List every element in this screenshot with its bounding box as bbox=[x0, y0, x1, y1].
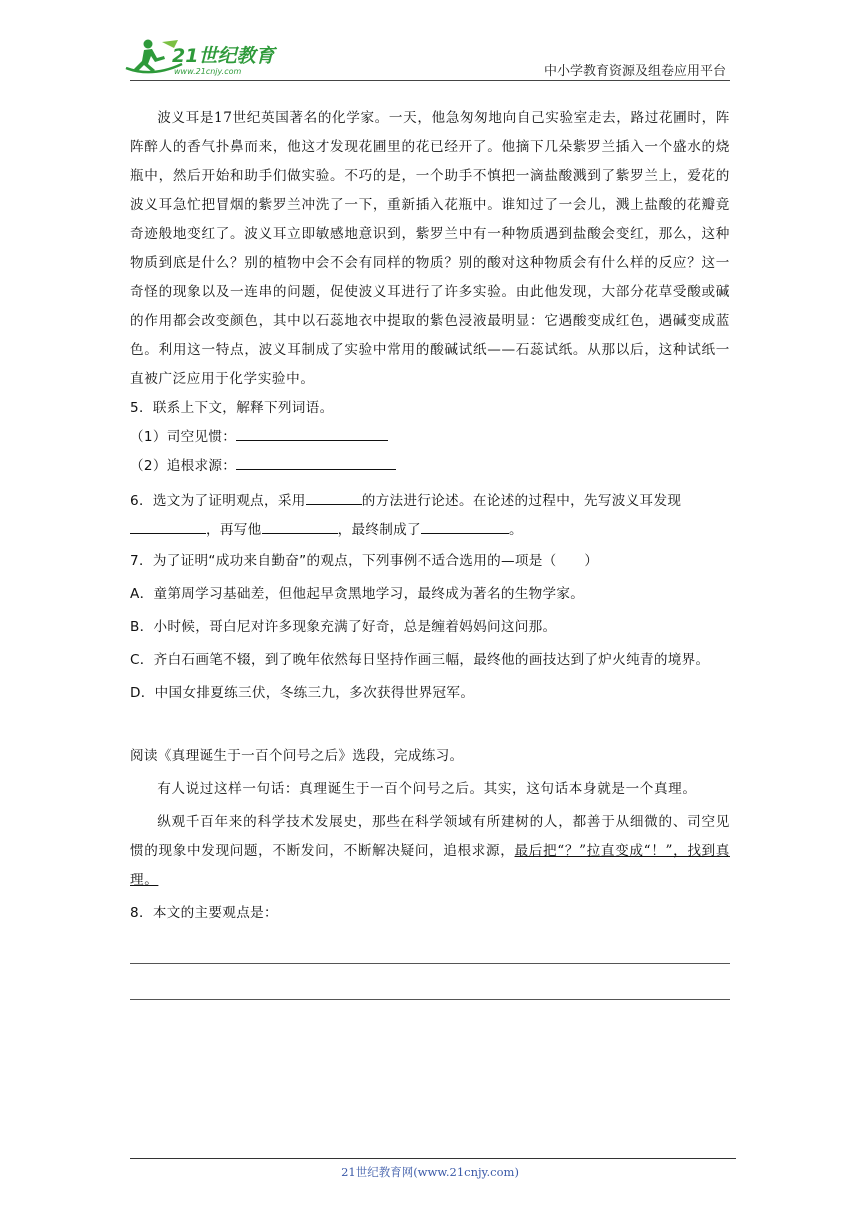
header-divider bbox=[130, 80, 730, 81]
question-8-stem: 8．本文的主要观点是： bbox=[130, 905, 278, 921]
svg-text:21世纪教育: 21世纪教育 bbox=[172, 45, 275, 67]
answer-blank[interactable] bbox=[130, 517, 206, 534]
option-a[interactable]: A．童第周学习基础差，但他起早贪黑地学习，最终成为著名的生物学家。 bbox=[130, 586, 585, 602]
answer-blank[interactable] bbox=[421, 517, 509, 534]
question-6-text: 的方法进行论述。在论述的过程中，先写波义耳发现 bbox=[361, 493, 682, 509]
question-5-item-1 bbox=[130, 423, 730, 452]
answer-line[interactable] bbox=[130, 999, 730, 1000]
answer-blank[interactable] bbox=[262, 517, 338, 534]
passage-boyle: 波义耳是17世纪英国著名的化学家。一天，他急匆匆地向自己实验室走去，路过花圃时，阵阵醉人的香气扑鼻而来，他这才发现花圃里的花已经开了。他摘下几朵紫罗兰插入一个盛水的烧瓶中，然后开始和助手们做实验。不巧的是，一个助手不慎把一滴盐酸溅到了紫罗兰上，爱花的波义耳急忙把冒烟的紫罗兰冲洗了一下，重新插入花瓶中。谁知过了一会儿，溅上盐酸的花瓣竟奇迹般地变红了。波义耳立即敏感地意识到，紫罗兰中有一种物质遇到盐酸会变红，那么，这种物质到底是什么？别的植物中会不会有同样的物质？别的酸对这种物质会有什么样的反应？这一奇怪的现象以及一连串的问题，促使波义耳进行了许多实验。由此他发现，大部分花草受酸或碱的作用都会改变颜色，其中以石蕊地衣中提取的紫色浸液最明显：它遇酸变成红色，遇碱变成蓝色。利用这一特点，波义耳制成了实验中常用的酸碱试纸——石蕊试纸。从那以后，这种试纸一直被广泛应用于化学实验中。 bbox=[130, 110, 730, 387]
question-7-stem: 7．为了证明“成功来自勤奋”的观点，下列事例不适合选用的—项是（ ） bbox=[130, 553, 599, 569]
option-d[interactable]: D．中国女排夏练三伏，冬练三九，多次获得世界冠军。 bbox=[130, 685, 475, 701]
question-5-item-1-label: （1）司空见惯： bbox=[130, 429, 237, 445]
header-platform-text: 中小学教育资源及组卷应用平台 bbox=[543, 64, 726, 79]
page-header bbox=[0, 0, 860, 90]
reading-2-paragraph-1: 有人说过这样一句话：真理诞生于一百个问号之后。其实，这句话本身就是一个真理。 bbox=[157, 781, 697, 797]
option-b[interactable]: B．小时候，哥白尼对许多现象充满了好奇，总是缠着妈妈问这问那。 bbox=[130, 619, 557, 635]
question-6-text: ，再写他 bbox=[206, 522, 262, 538]
option-c[interactable]: C．齐白石画笔不辍，到了晚年依然每日坚持作画三幅，最终他的画技达到了炉火纯青的境界。 bbox=[130, 652, 710, 668]
answer-blank[interactable] bbox=[236, 424, 388, 441]
question-5-item-2 bbox=[130, 452, 730, 481]
section-gap bbox=[130, 708, 730, 736]
reading-2-paragraph-2-text: 纵观千百年来的科学技术发展史，那些在科学领域有所建树的人，都善于从细微的、司空见惯的现象中发现问题，不断发问，不断解决疑问，追根求源， bbox=[130, 814, 730, 859]
site-logo bbox=[122, 34, 292, 84]
question-6-text: 6．选文为了证明观点，采用 bbox=[130, 493, 306, 509]
reading-2-intro: 阅读《真理诞生于一百个问号之后》选段，完成练习。 bbox=[130, 748, 464, 764]
question-5-item-2-label: （2）追根求源： bbox=[130, 458, 237, 474]
reading-2-paragraph-2 bbox=[130, 808, 730, 895]
question-6 bbox=[130, 487, 730, 545]
svg-text:www.21cnjy.com: www.21cnjy.com bbox=[174, 67, 242, 76]
footer-text: 21世纪教育网(www.21cnjy.com) bbox=[341, 1165, 519, 1179]
answer-blank[interactable] bbox=[236, 453, 396, 470]
answer-blank[interactable] bbox=[306, 488, 362, 505]
question-6-text: 。 bbox=[508, 522, 523, 538]
answer-line[interactable] bbox=[130, 963, 730, 964]
question-5-stem: 5．联系上下文，解释下列词语。 bbox=[130, 400, 334, 416]
question-6-text: ，最终制成了 bbox=[337, 522, 421, 538]
document-body bbox=[130, 104, 730, 1000]
footer-divider bbox=[130, 1158, 736, 1159]
underlined-sentence: 最后把“？”拉直变成“！”，找到真理。 bbox=[130, 843, 730, 888]
